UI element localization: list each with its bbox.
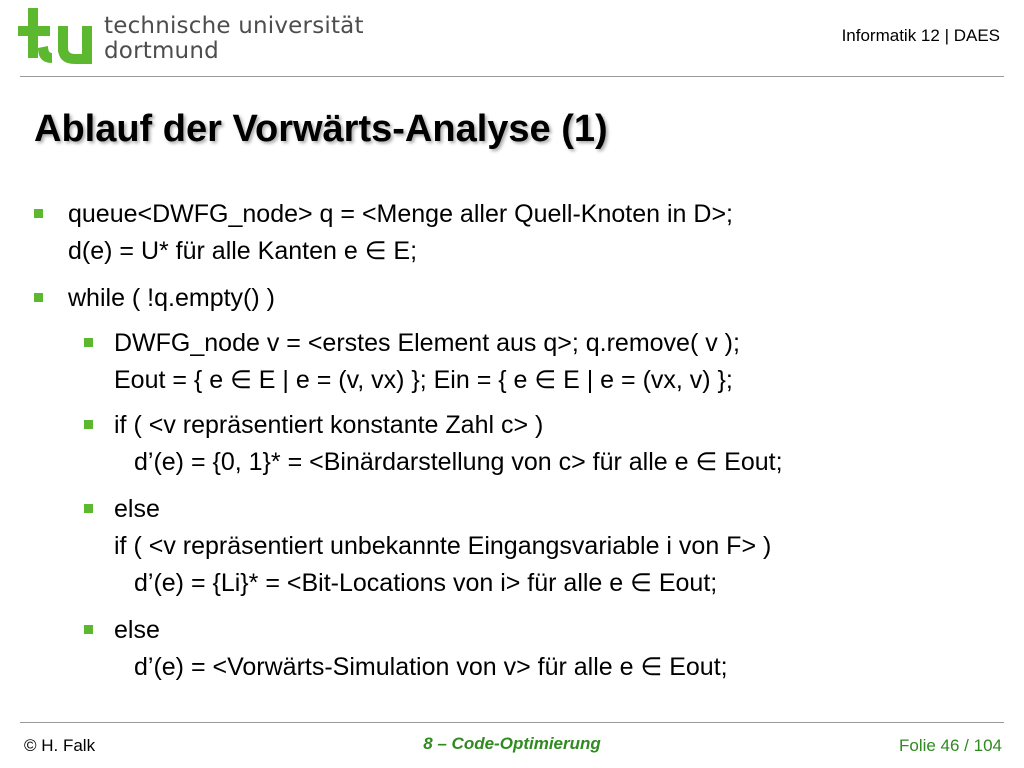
bullet-text: d’(e) = {0, 1}* = <Binärdarstellung von c> für alle e ∈ Eout; <box>134 448 783 476</box>
slide-title: Ablauf der Vorwärts-Analyse (1) <box>34 108 608 150</box>
bullet-square-icon <box>84 420 93 429</box>
bullet-text: if ( <v repräsentiert konstante Zahl c> ) <box>114 411 544 439</box>
bullet-item-dwfg <box>30 325 994 399</box>
bullet-text: queue<DWFG_node> q = <Menge aller Quell-Knoten in D>; <box>68 200 733 228</box>
bullet-square-icon <box>34 293 43 302</box>
bullet-item-else-simulation <box>30 612 994 686</box>
bullet-text: if ( <v repräsentiert unbekannte Eingangsvariable i von F> ) <box>114 532 772 560</box>
bullet-square-icon <box>84 504 93 513</box>
slide-content <box>30 196 994 686</box>
bullet-text: DWFG_node v = <erstes Element aus q>; q.remove( v ); <box>114 329 740 357</box>
logo-text <box>104 14 364 64</box>
bullet-text: d’(e) = <Vorwärts-Simulation von v> für alle e ∈ Eout; <box>134 653 728 681</box>
bullet-text: else <box>114 616 160 644</box>
tu-dortmund-logo <box>18 8 378 68</box>
logo-line-2: dortmund <box>104 38 219 64</box>
bullet-text: d(e) = U* für alle Kanten e ∈ E; <box>68 237 418 265</box>
bullet-text: else <box>114 495 160 523</box>
footer-copyright: © H. Falk <box>24 736 96 755</box>
bullet-item-if-constant <box>30 407 994 481</box>
tu-logo-icon <box>18 8 98 68</box>
bullet-text: Eout = { e ∈ E | e = (v, vx) }; Ein = { e ∈ E | e = (vx, v) }; <box>114 366 733 394</box>
bullet-square-icon <box>34 209 43 218</box>
footer-slide-number: Folie 46 / 104 <box>898 736 1002 755</box>
bullet-item-while <box>30 280 994 317</box>
header-label: Informatik 12 | DAES <box>841 26 1000 45</box>
bullet-text: while ( !q.empty() ) <box>68 284 275 312</box>
footer-chapter: 8 – Code-Optimierung <box>423 734 601 753</box>
bullet-item-else-input <box>30 491 994 602</box>
footer-divider <box>20 722 1004 723</box>
bullet-square-icon <box>84 338 93 347</box>
logo-line-1: technische universität <box>104 13 364 39</box>
bullet-item-queue <box>30 196 994 270</box>
header-divider <box>20 76 1004 77</box>
bullet-square-icon <box>84 625 93 634</box>
bullet-text: d’(e) = {Li}* = <Bit-Locations von i> für alle e ∈ Eout; <box>134 569 718 597</box>
